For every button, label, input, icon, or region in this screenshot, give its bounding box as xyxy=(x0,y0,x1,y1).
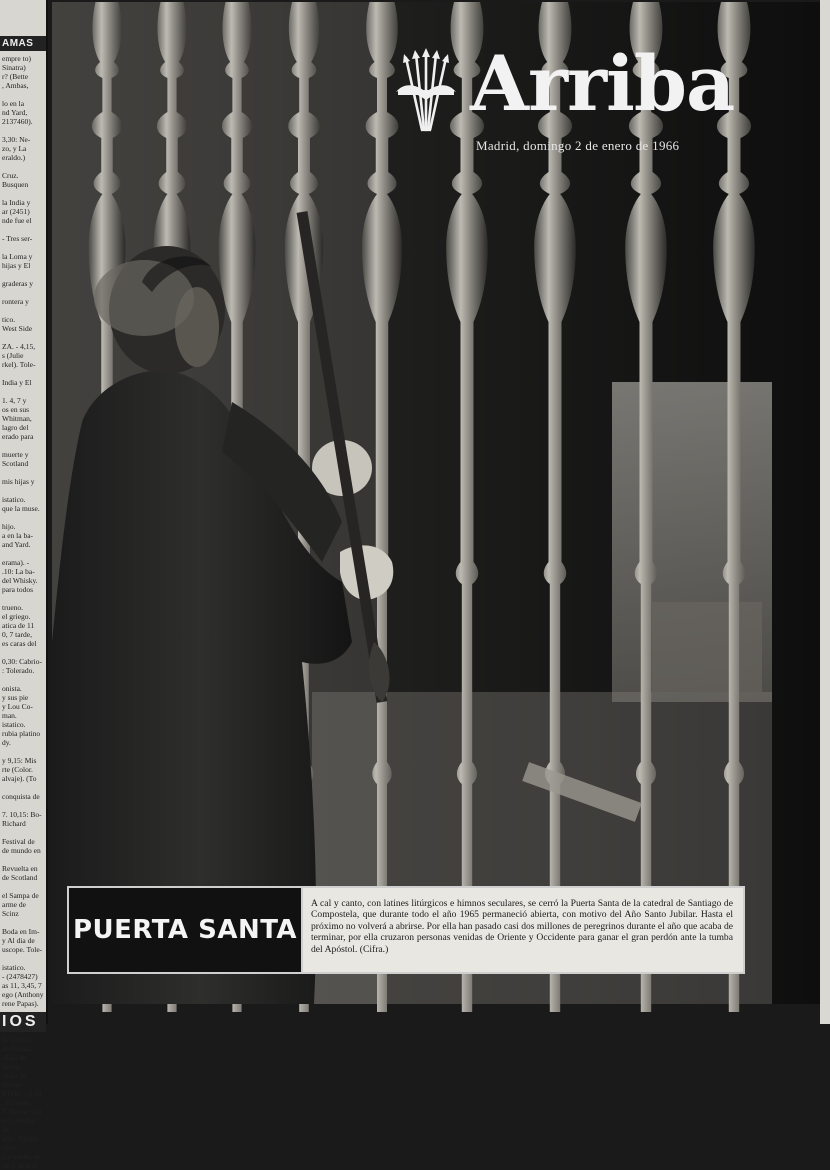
yoke-and-arrows-icon xyxy=(394,48,458,136)
adjacent-page-listings-bottom: de fundas. de fiestas. -Sala de fiestas -Sala de fiestas PTOS. - 5,30 . Sarnoso V-Beltie: Cer urri-Aloha. Se ama. Noche cion. e y noche. te as, y atracci xyxy=(2,1035,42,1170)
issue-date: Madrid, domingo 2 de enero de 1966 xyxy=(476,138,680,153)
caption-body: A cal y canto, con latines litúrgicos e himnos seculares, se cerró la Puerta Santa de la catedral de Santiago de Compostela, que durante todo el año 1965 permaneció abierta, con motivo del Año Santo Jubilar. Hasta el próximo no volverá a abrirse. Por ella han pasado casi dos millones de peregrinos durante el año que acaba de terminar, por ella cruzaron personas venidas de Oriente y Occidente para ganar el gran perdón ante la tumba del Apóstol. (Cifra.) xyxy=(303,888,743,972)
page-edge xyxy=(820,0,830,1024)
masthead xyxy=(392,32,812,172)
newspaper-title: Arriba xyxy=(470,39,735,128)
adjacent-page-banner: IOS xyxy=(0,1012,46,1032)
adjacent-page-listings: empre to) Sinatra) r? (Bette , Ambas, lo en la nd Yard, 2137460). 3,30: Ne- zo, y La eraldo.) Cruz. Busquen la India y ar (2451) nde fue el - Tres ser- la Loma y hijas y El graderas y rontera y tico. West Side ZA. - 4,15, s (Julie rkel). Tole- India y El 1. 4, 7 y os en sus Whitman, lagro del erado para muerte y Scotland mis hijas y istatico. que la muse. hijo. a en la ba- and Yard. erama). - .10: La ba- del Whisky. para todos trueno. el griego. atica de 11 0, 7 tarde, es caras del 0,30: Cabrio- : Tolerado. onista. y sus pie y Lou Co- man. istatico. rubia platino dy. y 9,15: Mis rte (Color. alvaje). (To conquista de 7. 10,15: Bo- Richard Festival de de mundo en Revuelta en de Scotland el Sampa de arme de Scinz Boda en Im- y Al dia de uscope. Tole- istatico. - (2478427) as 11, 3,45, 7 ego (Anthony rene Papas). xyxy=(2,54,44,1008)
adjacent-page-header: AMAS xyxy=(0,36,46,51)
newspaper-cover xyxy=(52,2,820,1004)
caption-box xyxy=(67,886,745,974)
adjacent-page-strip xyxy=(0,0,48,1170)
caption-headline: PUERTA SANTA xyxy=(69,888,303,972)
